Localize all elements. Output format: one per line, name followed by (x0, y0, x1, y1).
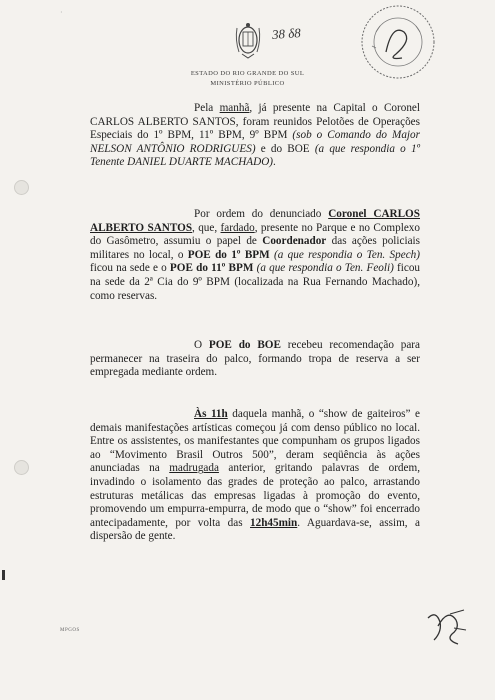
text-span: . Aguardava-se, assim, a dispersão de gente. (90, 516, 421, 543)
footer-code: MPGOS (60, 628, 80, 633)
text-span: fardado (220, 221, 255, 234)
text-span: ficou na sede e o (90, 262, 170, 275)
text-span: das ações policiais militares no local, o (90, 235, 421, 261)
text-span: daquela manhã, o “show de gaiteiros” e demais manifestações artísticas começou já com denso público no local. Entre os assistentes, os manifestantes que compunham os grupos ligados ao “Movimento Brasil Outros 500”, deram seqüência às ações anunciadas na (90, 408, 420, 475)
text-span: e do BOE (255, 142, 315, 155)
edge-mark (2, 570, 5, 580)
header-state-name: ESTADO DO RIO GRANDE DO SUL (190, 70, 305, 77)
text-span: Coordenador (262, 235, 327, 248)
text-span: . (273, 156, 276, 169)
text-span: madrugada (169, 462, 219, 475)
text-span: (a que respondia o Ten. Feoli) (256, 262, 394, 275)
text-span: POE do 1º BPM (187, 248, 270, 261)
text-span: (sob o Comando do Major NELSON ANTÔNIO RODRIGUES) (90, 129, 420, 155)
text-span: ficou na sede da 2ª Cia do 9º BPM (localizada na Rua Fernando Machado), como reservas. (90, 262, 421, 302)
paragraph-2 (90, 208, 420, 303)
text-span: 12h45min (250, 516, 298, 529)
paragraph-3 (90, 339, 420, 380)
corner-mark: · (60, 8, 63, 17)
text-span: POE do BOE (208, 339, 281, 351)
text-span: Por ordem do denunciado (194, 208, 329, 220)
text-span: POE do 11º BPM (169, 262, 254, 275)
text-span: O (194, 339, 209, 351)
text-span: , que, (192, 221, 221, 234)
text-span: manhã (219, 102, 250, 114)
text-span: Pela (194, 102, 220, 114)
signature-icon (422, 600, 472, 650)
text-span: anterior, gritando palavras de ordem, invadindo o isolamento das grades de proteção ao palco, arrastando estruturas metálicas das empresas ligadas à promoção do evento, promovendo um empurra-empurra, de modo que o “show” foi encerrado antecipadamente, por volta das (90, 462, 420, 529)
text-span: Coronel CARLOS ALBERTO SANTOS (90, 208, 420, 234)
header-ministry-name: MINISTÉRIO PÚBLICO (210, 80, 285, 87)
text-span: recebeu recomendação para permanecer na traseira do palco, formando tropa de reserva a ser empregada mediante ordem. (90, 339, 420, 379)
paragraph-4 (90, 408, 420, 544)
text-span: Às 11h (194, 408, 228, 420)
text-span: , presente no Parque e no Complexo do Gasômetro, assumiu o papel de (90, 221, 420, 248)
state-crest-icon (234, 20, 262, 60)
text-span: , já presente na Capital o Coronel CARLOS ALBERTO SANTOS, foram reunidos Pelotões de Operações Especiais do 1º BPM, 11º BPM, 9º BPM (90, 102, 420, 142)
handwritten-page-number: 38 δ8 (271, 25, 302, 42)
punch-hole (14, 460, 29, 475)
punch-hole (14, 180, 29, 195)
text-span: (a que respondia o 1º Tenente DANIEL DUARTE MACHADO) (90, 142, 421, 169)
text-span: (a que respondia o Ten. Spech) (274, 248, 420, 261)
paragraph-1 (90, 102, 420, 170)
